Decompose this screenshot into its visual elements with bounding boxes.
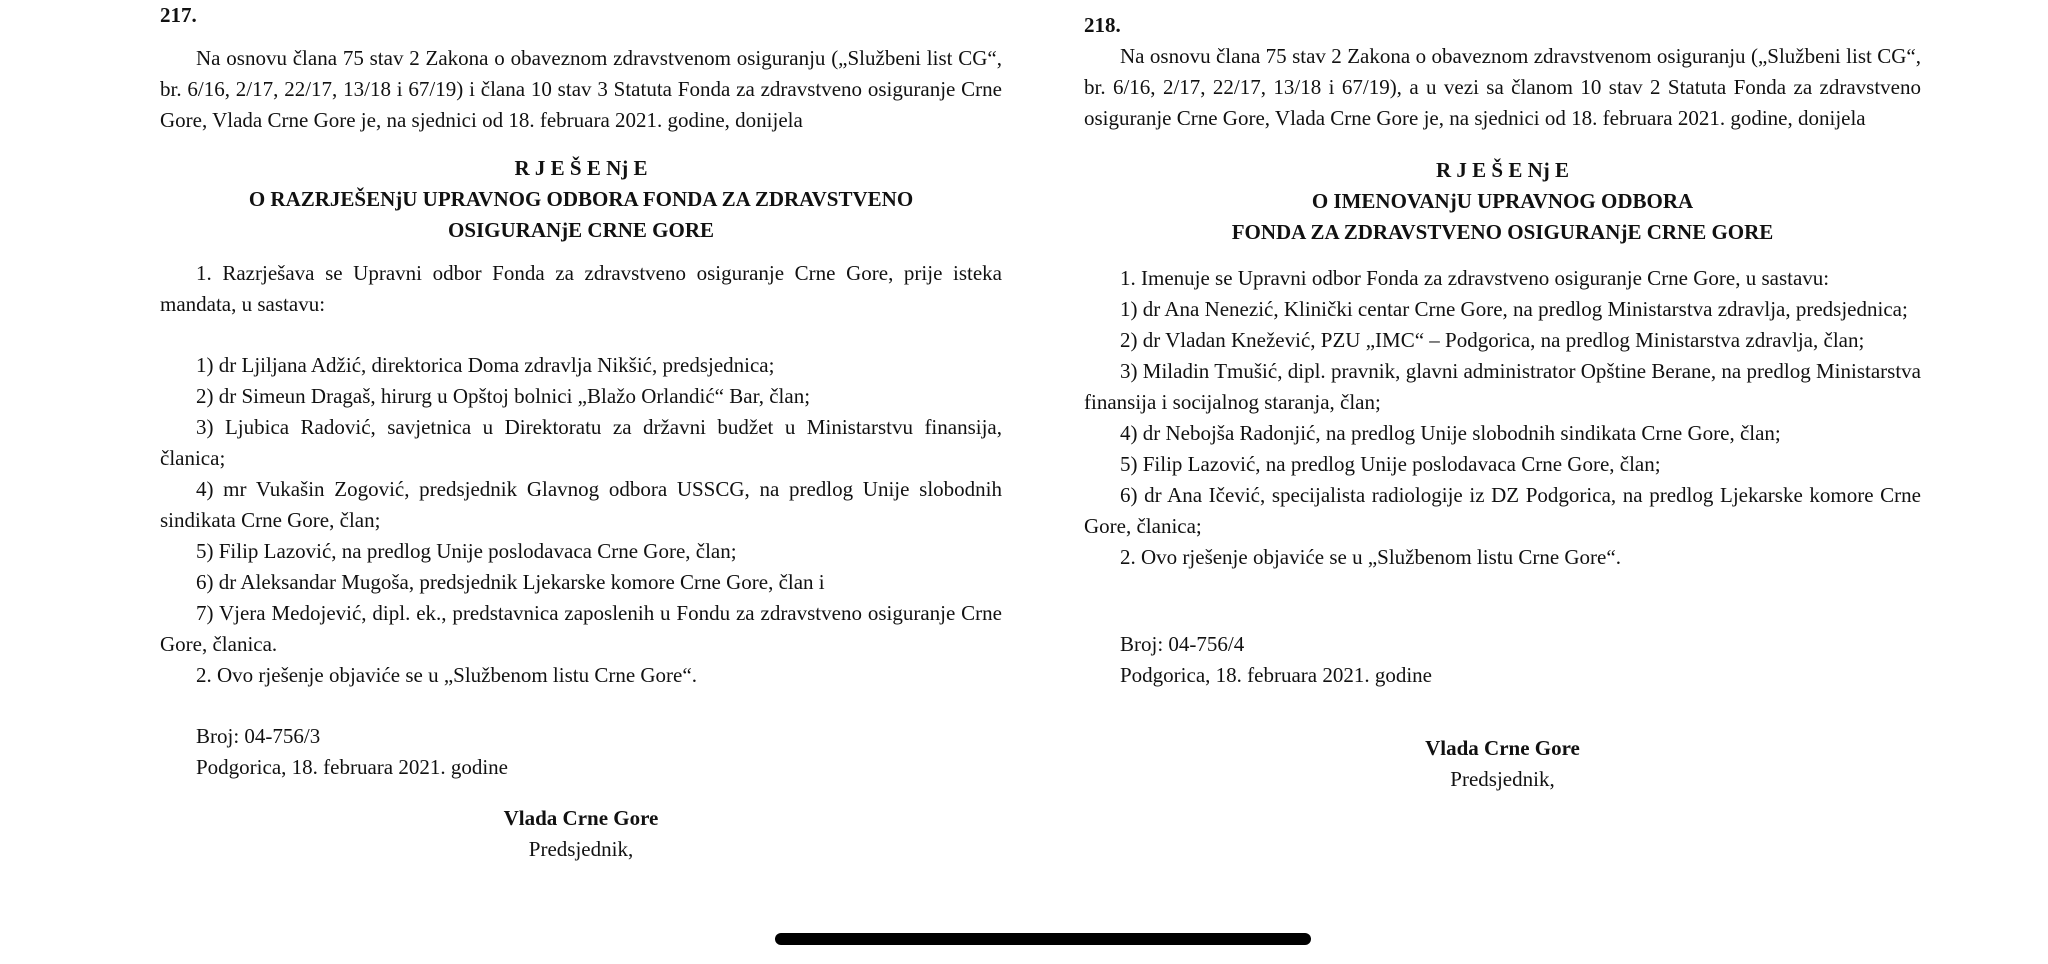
home-indicator-bar[interactable] xyxy=(775,933,1311,945)
decision-title: R J E Š E Nj E xyxy=(514,156,648,180)
member-item: 4) mr Vukašin Zogović, predsjednik Glavnog odbora USSCG, na predlog Unije slobodnih sindikata Crne Gore, član; xyxy=(160,477,1002,532)
decision-217 xyxy=(160,0,1002,865)
reference-number: Broj: 04-756/4 xyxy=(1120,632,1245,656)
signature-org: Vlada Crne Gore xyxy=(503,806,659,830)
decision-subtitle-line1: O IMENOVANjU UPRAVNOG ODBORA xyxy=(1311,189,1694,213)
decision-subtitle-line2: FONDA ZA ZDRAVSTVENO OSIGURANjE CRNE GORE xyxy=(1231,220,1774,244)
member-item: 4) dr Nebojša Radonjić, na predlog Unije slobodnih sindikata Crne Gore, član; xyxy=(1120,421,1781,445)
place-date: Podgorica, 18. februara 2021. godine xyxy=(196,755,508,779)
decision-subtitle-line2: OSIGURANjE CRNE GORE xyxy=(447,218,715,242)
intro-paragraph: Na osnovu člana 75 stav 2 Zakona o obaveznom zdravstvenom osiguranju („Službeni list CG“, br. 6/16, 2/17, 22/17, 13/18 i 67/19) i člana 10 stav 3 Statuta Fonda za zdravstveno osiguranje Crne Gore, Vlada Crne Gore je, na sjednici od 18. februara 2021. godine, donijela xyxy=(160,46,1002,132)
article-2: 2. Ovo rješenje objaviće se u „Službenom listu Crne Gore“. xyxy=(1120,545,1621,569)
article-1: 1. Imenuje se Upravni odbor Fonda za zdravstveno osiguranje Crne Gore, u sastavu: xyxy=(1120,266,1830,290)
member-item: 1) dr Ana Nenezić, Klinički centar Crne Gore, na predlog Ministarstva zdravlja, predsjednica; xyxy=(1120,297,1908,321)
decision-subtitle-line1: O RAZRJEŠENjU UPRAVNOG ODBORA FONDA ZA ZDRAVSTVENO xyxy=(248,187,914,211)
member-item: 3) Ljubica Radović, savjetnica u Direktoratu za državni budžet u Ministarstvu finansija, članica; xyxy=(160,415,1002,470)
signature-role: Predsjednik, xyxy=(528,837,634,861)
signature-role: Predsjednik, xyxy=(1450,767,1555,791)
member-item: 5) Filip Lazović, na predlog Unije poslodavaca Crne Gore, član; xyxy=(1120,452,1661,476)
member-item: 6) dr Aleksandar Mugoša, predsjednik Ljekarske komore Crne Gore, član i xyxy=(196,570,825,594)
article-2: 2. Ovo rješenje objaviće se u „Službenom listu Crne Gore“. xyxy=(196,663,697,687)
reference-number: Broj: 04-756/3 xyxy=(196,724,321,748)
decision-number: 217. xyxy=(160,3,197,27)
member-item: 2) dr Simeun Dragaš, hirurg u Opštoj bolnici „Blažo Orlandić“ Bar, član; xyxy=(196,384,811,408)
decision-218 xyxy=(1084,10,1921,795)
article-1: 1. Razrješava se Upravni odbor Fonda za zdravstveno osiguranje Crne Gore, prije isteka mandata, u sastavu: xyxy=(160,261,1002,316)
intro-paragraph: Na osnovu člana 75 stav 2 Zakona o obaveznom zdravstvenom osiguranju („Službeni list CG“, br. 6/16, 2/17, 22/17, 13/18 i 67/19), a u vezi sa članom 10 stav 2 Statuta Fonda za zdravstveno osiguranje Crne Gore, Vlada Crne Gore je, na sjednici od 18. februara 2021. godine, donijela xyxy=(1084,44,1921,130)
member-item: 2) dr Vladan Knežević, PZU „IMC“ – Podgorica, na predlog Ministarstva zdravlja, član; xyxy=(1120,328,1865,352)
decision-number: 218. xyxy=(1084,13,1121,37)
decision-title: R J E Š E Nj E xyxy=(1435,158,1570,182)
signature-org: Vlada Crne Gore xyxy=(1425,736,1580,760)
member-item: 5) Filip Lazović, na predlog Unije poslodavaca Crne Gore, član; xyxy=(196,539,737,563)
member-item: 3) Miladin Tmušić, dipl. pravnik, glavni administrator Opštine Berane, na predlog Ministarstva finansija i socijalnog staranja, član; xyxy=(1084,359,1921,414)
member-item: 7) Vjera Medojević, dipl. ek., predstavnica zaposlenih u Fondu za zdravstveno osiguranje Crne Gore, članica. xyxy=(160,601,1002,656)
member-item: 1) dr Ljiljana Adžić, direktorica Doma zdravlja Nikšić, predsjednica; xyxy=(196,353,775,377)
member-item: 6) dr Ana Ičević, specijalista radiologije iz DZ Podgorica, na predlog Ljekarske komore Crne Gore, članica; xyxy=(1084,483,1921,538)
place-date: Podgorica, 18. februara 2021. godine xyxy=(1120,663,1432,687)
